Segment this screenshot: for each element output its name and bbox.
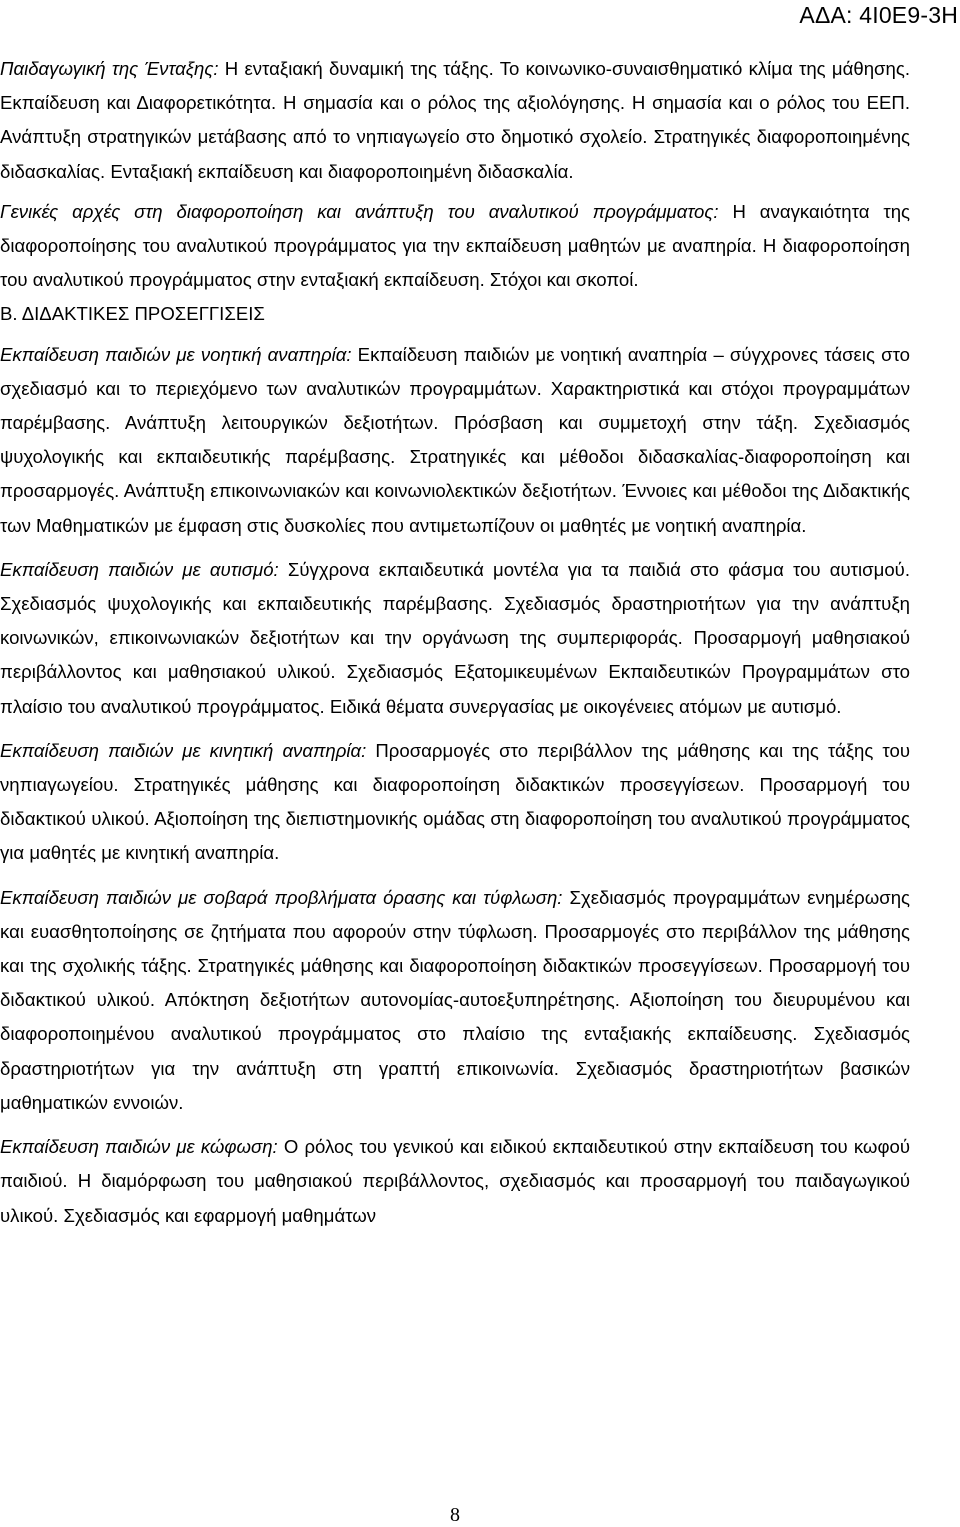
paragraph-inclusion-pedagogy bbox=[0, 52, 910, 189]
paragraph-label: Εκπαίδευση παιδιών με νοητική αναπηρία: bbox=[0, 343, 352, 365]
paragraph-text: Ο ρόλος του γενικού και ειδικού εκπαιδευτικού στην εκπαίδευση του κωφού παιδιού. Η διαμόρφωση του μαθησιακού περιβάλλοντος, σχεδιασμός και προσαρμογή του παιδαγωγικού υλικού. Σχεδιασμός και εφαρμογή μαθημάτων bbox=[0, 1136, 911, 1226]
paragraph-text: Η ενταξιακή δυναμική της τάξης. Το κοινωνικο-συναισθηματικό κλίμα της μάθησης. Εκπαίδευση και Διαφορετικότητα. Η σημασία και ο ρόλος της αξιολόγησης. Η σημασία και ο ρόλος του ΕΕΠ. Ανάπτυξη στρατηγικών μετάβασης από το νηπιαγωγείο στο δημοτικό σχολείο. Στρατηγικές διαφοροποιημένης διδασκαλίας. Ενταξιακή εκπαίδευση και διαφοροποιημένη διδασκαλία. bbox=[0, 58, 910, 182]
paragraph-autism bbox=[0, 553, 910, 724]
paragraph-text: Προσαρμογές στο περιβάλλον της μάθησης και της τάξης του νηπιαγωγείου. Στρατηγικές μάθησης και διαφοροποίηση διδακτικών προσεγγίσεων. Προσαρμογή του διδακτικού υλικού. Αξιοποίηση της διεπιστημονικής ομάδας στη διαφοροποίηση του αναλυτικού προγράμματος για μαθητές με κινητική αναπηρία. bbox=[0, 739, 910, 864]
paragraph-intellectual-disability bbox=[0, 338, 910, 543]
paragraph-label: Εκπαίδευση παιδιών με αυτισμό: bbox=[0, 558, 279, 580]
ada-code: ΑΔΑ: 4Ι0Ε9-3Η bbox=[799, 2, 958, 28]
paragraph-label: Εκπαίδευση παιδιών με σοβαρά προβλήματα όρασης και τύφλωση: bbox=[0, 886, 563, 908]
paragraph-deafness bbox=[0, 1130, 910, 1233]
paragraph-label: Παιδαγωγική της Ένταξης: bbox=[0, 58, 219, 79]
document-body bbox=[0, 52, 910, 1233]
paragraph-visual-impairment bbox=[0, 881, 910, 1120]
page-number: 8 bbox=[450, 1504, 460, 1526]
paragraph-label: Εκπαίδευση παιδιών με κινητική αναπηρία: bbox=[0, 739, 367, 761]
paragraph-label: Εκπαίδευση παιδιών με κώφωση: bbox=[0, 1136, 278, 1158]
paragraph-text: Η αναγκαιότητα της διαφοροποίησης του αναλυτικού προγράμματος για την εκπαίδευση μαθητών με αναπηρία. Η διαφοροποίηση του αναλυτικού προγράμματος στην ενταξιακή εκπαίδευση. Στόχοι και σκοποί. bbox=[0, 200, 910, 291]
paragraph-label: Γενικές αρχές στη διαφοροποίηση και ανάπτυξη του αναλυτικού προγράμματος: bbox=[0, 200, 719, 222]
section-heading: Β. ΔΙΔΑΚΤΙΚΕΣ ΠΡΟΣΕΓΓΙΣΕΙΣ bbox=[0, 303, 265, 325]
paragraph-curriculum-principles bbox=[0, 195, 910, 298]
paragraph-text: Εκπαίδευση παιδιών με νοητική αναπηρία – σύγχρονες τάσεις στο σχεδιασμό και το περιεχόμενο των αναλυτικών προγραμμάτων. Χαρακτηριστικά και στόχοι προγραμμάτων παρέμβασης. Ανάπτυξη λειτουργικών δεξιοτήτων. Πρόσβαση και συμμετοχή στην τάξη. Σχεδιασμός ψυχολογικής και εκπαιδευτικής παρέμβασης. Στρατηγικές και μέθοδοι διδασκαλίας-διαφοροποίηση και προσαρμογές. Ανάπτυξη επικοινωνιακών και κοινωνιολεκτικών δεξιοτήτων. Έννοιες και μέθοδοι της Διδακτικής των Μαθηματικών με έμφαση στις δυσκολίες που αντιμετωπίζουν οι μαθητές με νοητική αναπηρία. bbox=[0, 343, 910, 536]
paragraph-text: Σχεδιασμός προγραμμάτων ενημέρωσης και ευασθητοποίησης σε ζητήματα που αφορούν στην τύφλωση. Προσαρμογές στο περιβάλλον της μάθησης και της σχολικής τάξης. Στρατηγικές μάθησης και διαφοροποίηση διδακτικών προσεγγίσεων. Προσαρμογή του διδακτικού υλικού. Απόκτηση δεξιοτήτων αυτονομίας-αυτοεξυπηρέτησης. Αξιοποίηση του διευρυμένου και διαφοροποιημένου αναλυτικού προγράμματος στο πλαίσιο της ενταξιακής εκπαίδευσης. Σχεδιασμός δραστηριοτήτων για την ανάπτυξη στη γραπτή επικοινωνία. Σχεδιασμός δραστηριοτήτων βασικών μαθηματικών εννοιών. bbox=[0, 886, 910, 1113]
paragraph-text: Σύγχρονα εκπαιδευτικά μοντέλα για τα παιδιά στο φάσμα του αυτισμού. Σχεδιασμός ψυχολογικής και εκπαιδευτικής παρέμβασης. Σχεδιασμός δραστηριοτήτων για την ανάπτυξη κοινωνικών, επικοινωνιακών δεξιοτήτων και την οργάνωση της συμπεριφοράς. Προσαρμογή μαθησιακού περιβάλλοντος και μαθησιακού υλικού. Σχεδιασμός Εξατομικευμένων Εκπαιδευτικών Προγραμμάτων στο πλαίσιο του αναλυτικού προγράμματος. Ειδικά θέματα συνεργασίας με οικογένειες ατόμων με αυτισμό. bbox=[0, 558, 910, 717]
paragraph-motor-disability bbox=[0, 734, 910, 871]
